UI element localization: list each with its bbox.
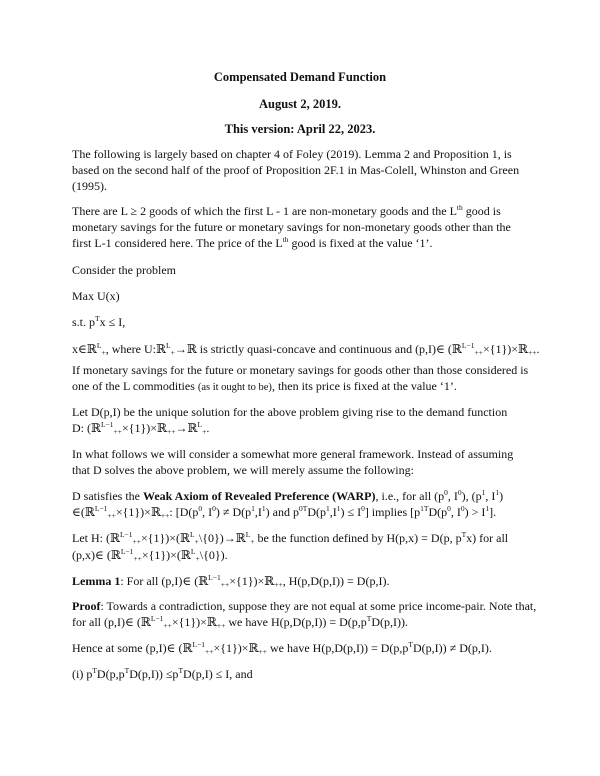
- hicksian-def-line1: Let H: (ℝ$^{L-1}_{++}$×{1})×(ℝ$^L_+$\{0})→ℝ$^L_+$ be the function defined by H(p,x) = D(p, $p^Tx$) for all: [72, 530, 509, 546]
- proof-line1: Proof: Towards a contradiction, suppose they are not equal at some price income-pair. Note that,: [72, 599, 537, 613]
- warp-line2: ∈(ℝ$^{L-1}_{++}$×{1})×ℝ$_{++}$: [$D(p^0$, $I^0) \ne D(p^1,I^1)$ and $p^{0T}D(p^1,I^1) \le I^0$] implies [$p^{1T}D(p^0$, $I^0) > I^1$].: [72, 504, 497, 520]
- item-i: (i) $p^TD(p,p^TD(p,I)) \le p^TD(p,I) \le I$, and: [72, 666, 253, 681]
- demand-def-line2: D: (ℝ$^{L-1}_{++}$×{1})×ℝ$_{++}$→ℝ$^L_+$.: [72, 420, 210, 436]
- hence-line: Hence at some (p,I)∈ (ℝ$^{L-1}_{++}$×{1})×ℝ$_{++}$ we have $H(p,D(p,I)) = D(p,p^TD(p,I)) \ne D(p,I)$.: [72, 640, 492, 656]
- intro-paragraph: The following is largely based on chapter 4 of Foley (2019). Lemma 2 and Proposition 1, is based on the second half of the proof of Proposition 2F.1 in Mas-Colell, Whinston and Green (1995).: [72, 147, 520, 193]
- warp-line1: D satisfies the Weak Axiom of Revealed Preference (WARP), i.e., for all ($p^0$, $I^0$), ($p^1$, $I^1$): [72, 488, 504, 503]
- domain-line: x∈ℝ$^L_+$, where U:ℝ$^L_+$→ℝ is strictly quasi-concave and continuous and (p,I)∈ (ℝ$^{L-1}_{++}$×{1})×ℝ$_{++}$.: [72, 341, 540, 357]
- proof-line2: for all (p,I)∈ (ℝ$^{L-1}_{++}$×{1})×ℝ$_{++}$ we have $H(p,D(p,I)) = D(p,p^TD(p,I))$.: [72, 614, 408, 630]
- framework-paragraph: In what follows we will consider a somewhat more general framework. Instead of assuming that D solves the above problem, we will merely assume the following:: [72, 447, 514, 477]
- goods-paragraph: There are L ≥ 2 goods of which the first L - 1 are non-monetary goods and the Lth good is monetary savings for the future or monetary savings for non-monetary goods other than the first L-1 considered here. The price of the Lth good is fixed at the value ‘1’.: [72, 203, 511, 250]
- doc-date: August 2, 2019.: [259, 97, 341, 111]
- hicksian-def-line2: (p,x)∈ (ℝ$^{L-1}_{++}$×{1})×(ℝ$^L_+$\{0}).: [72, 547, 228, 563]
- constraint-line: s.t. $p^Tx \le I$,: [72, 314, 126, 329]
- monetary-paragraph: If monetary savings for the future or monetary savings for goods other than those considered is one of the L commodities (as it ought to be), then its price is fixed at the value ‘1’.: [72, 363, 529, 393]
- demand-def-line1: Let D(p,I) be the unique solution for the above problem giving rise to the demand function: [72, 405, 508, 419]
- objective-line: Max U(x): [72, 289, 120, 303]
- doc-title: Compensated Demand Function: [213, 70, 387, 84]
- lemma-1: Lemma 1: For all (p,I)∈ (ℝ$^{L-1}_{++}$×{1})×ℝ$_{++}$, H(p,D(p,I)) = D(p,I).: [72, 573, 390, 589]
- consider-line: Consider the problem: [72, 263, 176, 277]
- doc-version: This version: April 22, 2023.: [224, 122, 376, 136]
